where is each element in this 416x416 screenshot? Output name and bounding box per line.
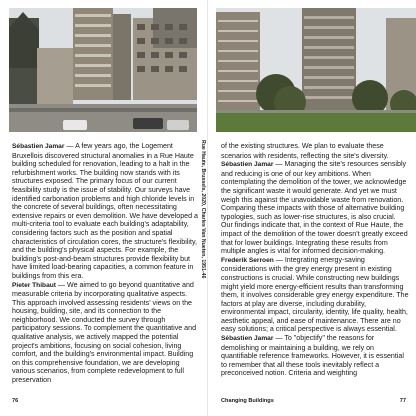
paragraph: Frederik Serroen — Integrating energy-saving considerations with the grey energy present in existing constructions is crucial. While constructing new buildings might yield more energy-efficient results than transforming them, it involves considerable grey energy expenditure. The factors at play are diverse, including durability, environmental impact, circularity, identity, life quality, health, aesthetic appeal, and ease of maintenance. There are no easy solutions; a critical perspective is always essential. [221,255,409,334]
page-number: 77 [399,398,406,404]
left-body-text [12,142,198,385]
photo-caption: Rue Haute, Brussels, 2020, Charles Van Nueten, 1951-46 [200,140,206,279]
speaker-name: Sébastien Jamar [221,161,274,169]
paragraph: Sébastien Jamar — Managing the site's resources sensibly and reducing is one of our key ambitions. When contemplating the demolition of the tower, we acknowledge the significant waste it would generate. And yet we must weigh this against the unavoidable waste from renovation. Comparing these impacts with those of alternative building typologies, such as lower-rise structures, is also crucial. Our findings indicate that, in the context of Rue Haute, the impact of the demolition of the tower doesn't greatly exceed that for lower buildings. Integrating these results from multiple angles is vital for informed decision-making. [221,160,408,256]
paragraph: Pieter Thibaut — We aimed to go beyond quantitative and measurable criteria by incorporating qualitative aspects. This approach involved assessing residents' views on the housing, building, site, and its connection to the neighborhood. We conducted the survey through participatory sessions. To complement the quantitative and qualitative analysis, we actively mapped the potential project's ambitions, focusing on social cohesion, living comfort, and the building's environmental impact. Building on this comprehensive foundation, we are developing various scenarios, from complete redevelopment to full preservation [12,280,197,385]
section-title: Changing Buildings [221,398,274,404]
page-number: 76 [12,398,19,404]
building-photo-right [216,8,416,132]
speaker-name: Frederik Serroen [221,256,274,264]
building-photo-left [9,8,197,132]
right-body-text [221,142,409,378]
paragraph: Sébastien Jamar — A few years ago, the Logement Bruxellois discovered structural anomalies in a Rue Haute building scheduled for renovation, leading to a halt in the refurbishment works. The building now stands with its structures exposed. The primary focus of our current feasibility study is the issue of stability. Our surveys have identified carbonation problems and high chloride levels in the concrete of several buildings, often necessitating extensive repairs or even demolition. We have developed a multi-criteria tool to evaluate each building's adaptability, considering factors such as the position and spatial characteristics of circulation cores, the structure's flexibility, and the building's physical aspects. For example, the building's post-and-beam structures provide flexibility but have limited load-bearing capacities, a common feature in buildings from this era. [12,142,198,280]
paragraph: Sébastien Jamar — To "objectify" the reasons for demolishing or maintaining a building, we rely on quantifiable reference frameworks. However, it is essential to remember that all these tools inevitably reflect a preconceived notion. Criteria and weighting [221,334,404,378]
right-page [208,0,416,416]
paragraph: of the existing structures. We plan to evaluate these scenarios with residents, reflecting the site's diversity. [221,142,389,160]
speaker-name: Sébastien Jamar [221,335,274,343]
speaker-name: Sébastien Jamar [12,143,65,150]
speaker-name: Pieter Thibaut [12,281,56,289]
